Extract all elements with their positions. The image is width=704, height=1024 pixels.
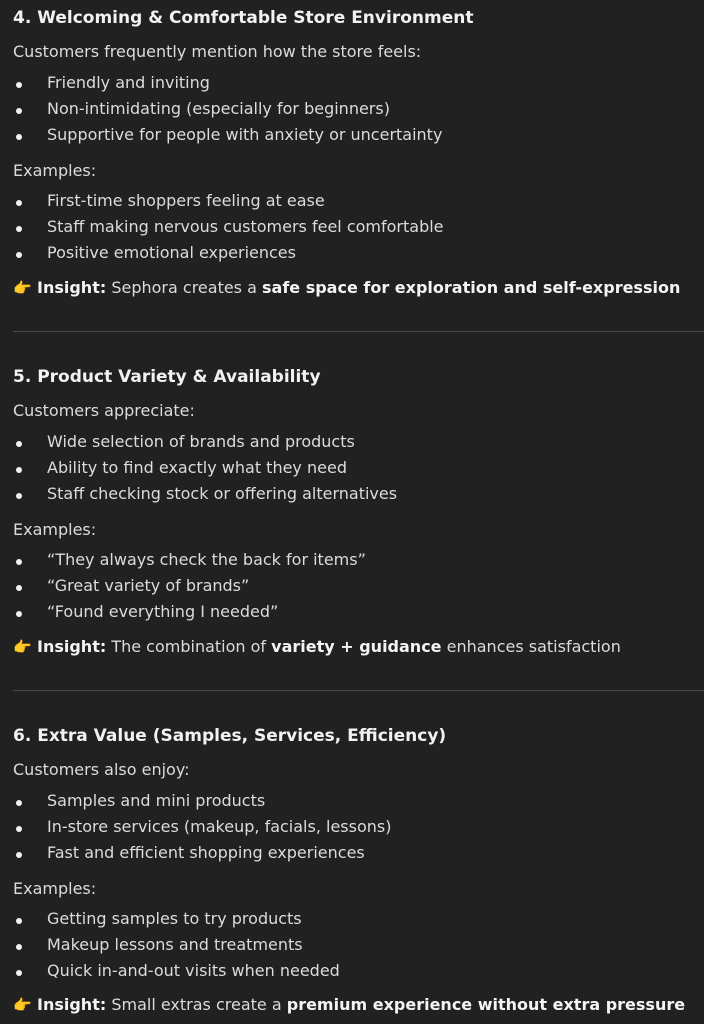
insight-label: Insight: xyxy=(37,278,107,297)
list-item xyxy=(0,484,704,508)
list-item-text: Non-intimidating (especially for beginners) xyxy=(47,99,390,118)
list-item-text: “Great variety of brands” xyxy=(47,576,250,595)
list-item-text: Wide selection of brands and products xyxy=(47,432,355,451)
insight-line xyxy=(13,995,685,1014)
section-heading: 6. Extra Value (Samples, Services, Efficiency) xyxy=(13,726,447,746)
bullet-icon xyxy=(16,611,22,617)
examples-label: Examples: xyxy=(13,879,97,898)
insight-line xyxy=(13,278,680,297)
list-item xyxy=(0,791,704,815)
insight-text: The combination of xyxy=(106,637,272,656)
insight-text-tail: enhances satisfaction xyxy=(441,637,621,656)
examples-label: Examples: xyxy=(13,161,97,180)
list-item xyxy=(0,243,704,267)
insight-label: Insight: xyxy=(37,637,107,656)
pointing-hand-icon: 👉 xyxy=(13,638,32,656)
list-item-text: Getting samples to try products xyxy=(47,909,302,928)
list-item xyxy=(0,935,704,959)
list-item xyxy=(0,99,704,123)
section-intro: Customers appreciate: xyxy=(13,401,195,420)
insight-text: Small extras create a xyxy=(106,995,287,1014)
list-item-text: Fast and efficient shopping experiences xyxy=(47,843,365,862)
bullet-icon xyxy=(16,200,22,206)
list-item-text: Ability to find exactly what they need xyxy=(47,458,347,477)
list-item-text: Friendly and inviting xyxy=(47,73,210,92)
pointing-hand-icon: 👉 xyxy=(13,279,32,297)
section-heading: 4. Welcoming & Comfortable Store Environment xyxy=(13,8,474,28)
list-item-text: “They always check the back for items” xyxy=(47,550,366,569)
list-item xyxy=(0,843,704,867)
section-intro: Customers also enjoy: xyxy=(13,760,190,779)
list-item-text: Staff making nervous customers feel comfortable xyxy=(47,217,444,236)
insight-text: Sephora creates a xyxy=(106,278,262,297)
bullet-icon xyxy=(16,493,22,499)
list-item xyxy=(0,458,704,482)
bullet-icon xyxy=(16,918,22,924)
list-item xyxy=(0,576,704,600)
bullet-icon xyxy=(16,800,22,806)
bullet-icon xyxy=(16,82,22,88)
list-item xyxy=(0,602,704,626)
list-item-text: First-time shoppers feeling at ease xyxy=(47,191,325,210)
examples-label: Examples: xyxy=(13,520,97,539)
bullet-icon xyxy=(16,252,22,258)
bullet-icon xyxy=(16,852,22,858)
section-divider xyxy=(13,690,704,691)
list-item-text: “Found everything I needed” xyxy=(47,602,279,621)
list-item-text: Positive emotional experiences xyxy=(47,243,296,262)
list-item xyxy=(0,432,704,456)
bullet-icon xyxy=(16,441,22,447)
list-item xyxy=(0,817,704,841)
insight-line xyxy=(13,637,621,656)
bullet-icon xyxy=(16,467,22,473)
bullet-icon xyxy=(16,226,22,232)
bullet-icon xyxy=(16,826,22,832)
section-divider xyxy=(13,331,704,332)
bullet-icon xyxy=(16,134,22,140)
list-item-text: Quick in-and-out visits when needed xyxy=(47,961,340,980)
list-item xyxy=(0,217,704,241)
bullet-icon xyxy=(16,585,22,591)
insight-emphasis: safe space for exploration and self-expression xyxy=(262,278,681,297)
insight-label: Insight: xyxy=(37,995,107,1014)
list-item xyxy=(0,550,704,574)
insight-emphasis: variety + guidance xyxy=(271,637,442,656)
insight-emphasis: premium experience without extra pressure xyxy=(286,995,686,1014)
list-item xyxy=(0,909,704,933)
list-item-text: Makeup lessons and treatments xyxy=(47,935,303,954)
bullet-icon xyxy=(16,944,22,950)
list-item xyxy=(0,961,704,985)
bullet-icon xyxy=(16,108,22,114)
list-item-text: Supportive for people with anxiety or uncertainty xyxy=(47,125,443,144)
section-intro: Customers frequently mention how the store feels: xyxy=(13,42,422,61)
list-item-text: In-store services (makeup, facials, lessons) xyxy=(47,817,392,836)
section-heading: 5. Product Variety & Availability xyxy=(13,367,321,387)
list-item-text: Samples and mini products xyxy=(47,791,266,810)
list-item xyxy=(0,73,704,97)
list-item xyxy=(0,191,704,215)
bullet-icon xyxy=(16,559,22,565)
bullet-icon xyxy=(16,970,22,976)
pointing-hand-icon: 👉 xyxy=(13,996,32,1014)
list-item-text: Staff checking stock or offering alternatives xyxy=(47,484,398,503)
list-item xyxy=(0,125,704,149)
